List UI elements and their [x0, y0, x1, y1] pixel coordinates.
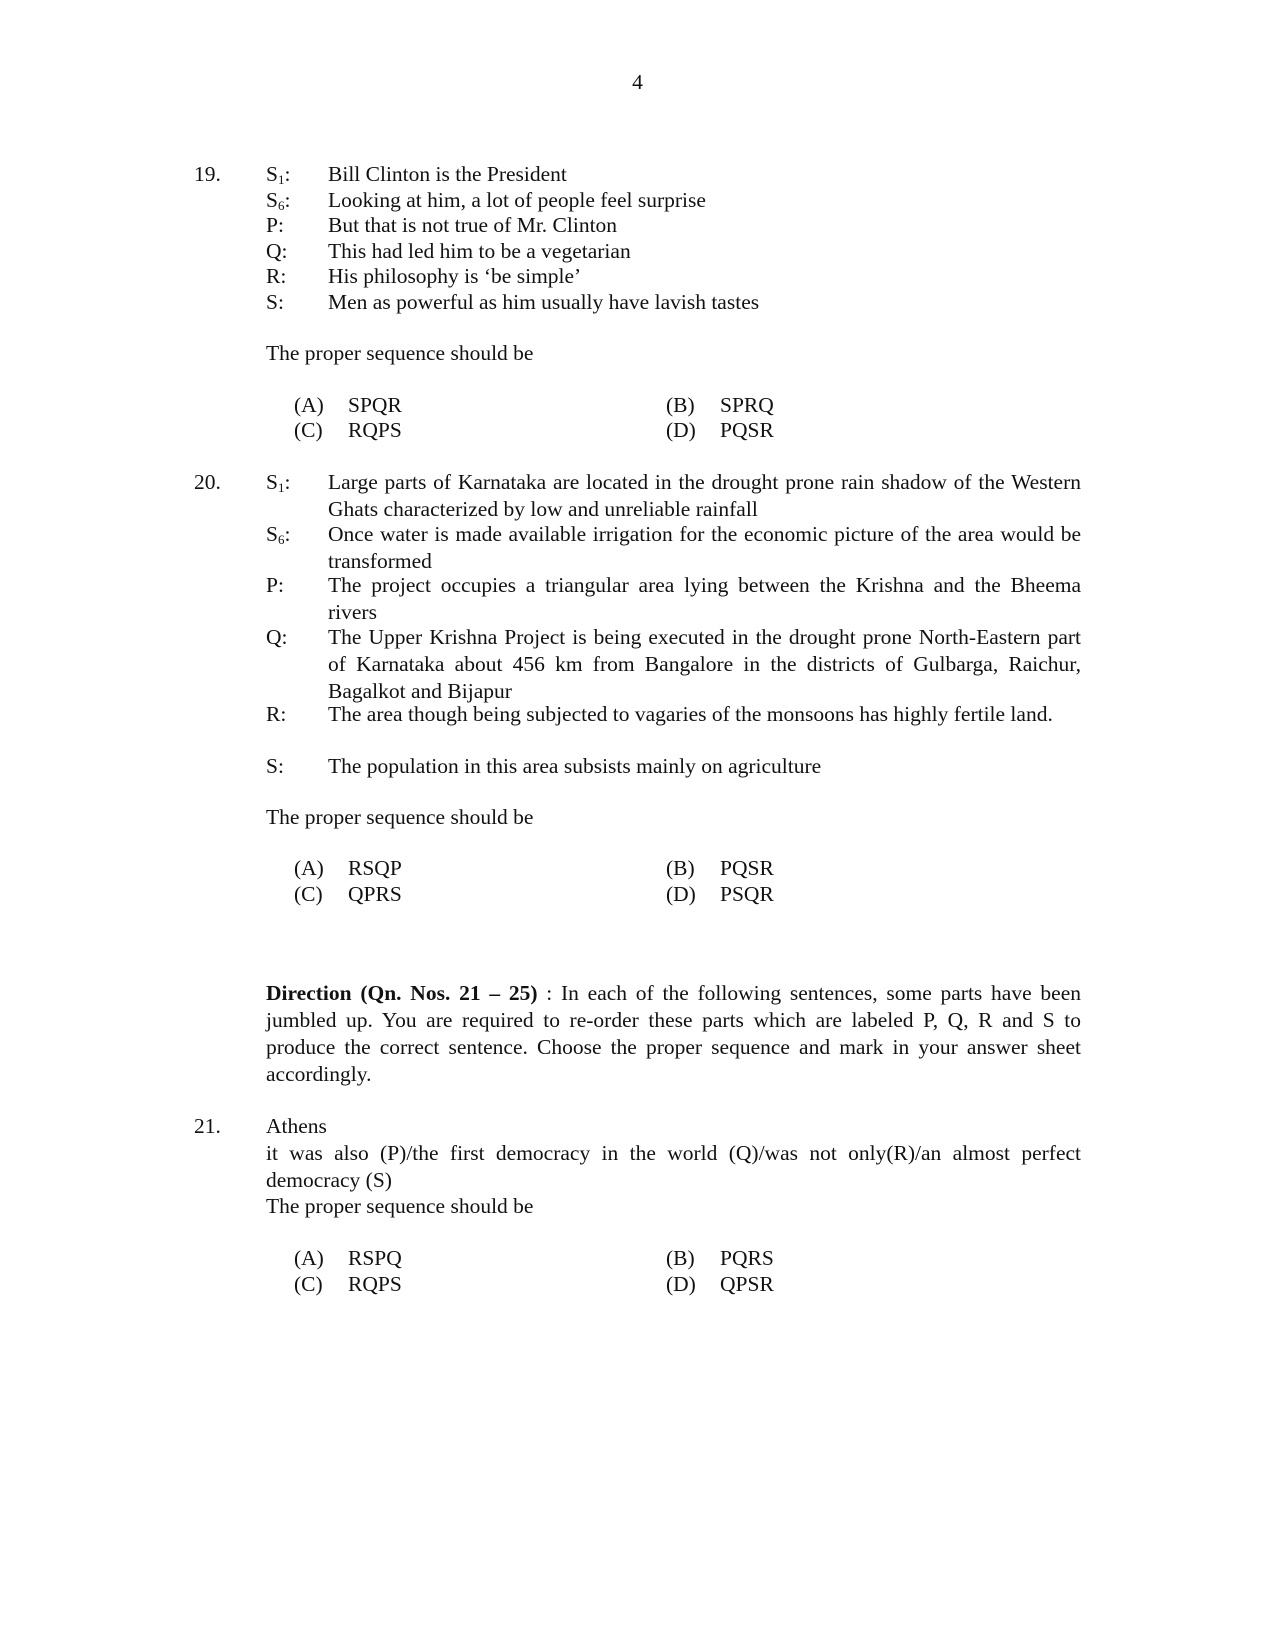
option-value: SPRQ [720, 393, 774, 417]
statement-label: R: [266, 264, 287, 288]
statement-text: But that is not true of Mr. Clinton [328, 213, 618, 237]
option-value: QPRS [348, 882, 402, 906]
statement-text: The project occupies a triangular area lying between the Krishna and the Bheema rivers [328, 573, 1081, 624]
statement-label: P: [266, 213, 284, 237]
statement-text: Large parts of Karnataka are located in the drought prone rain shadow of the Western Ghats characterized by low and unreliable rainfall [328, 470, 1081, 521]
option-label: (B) [666, 393, 695, 417]
sequence-prompt: The proper sequence should be [266, 1194, 534, 1218]
statement-label: $S_6$: [266, 188, 291, 213]
statement-label: S: [266, 290, 284, 314]
statement-text: His philosophy is ‘be simple’ [328, 264, 582, 288]
option-value: PQSR [720, 418, 774, 442]
option-value: RQPS [348, 418, 402, 442]
option-value: QPSR [720, 1272, 774, 1296]
statement-text: The area though being subjected to vagaries of the monsoons has highly fertile land. [328, 702, 1053, 726]
statement-label: $S_1$: [266, 470, 291, 495]
option-label: (D) [666, 418, 696, 442]
option-label: (A) [294, 856, 324, 880]
statement-label: S: [266, 754, 284, 778]
direction-text: : In each of the following sentences, some parts have been jumbled up. You are required to re-order these parts which are labeled P, Q, R and S to produce the correct sentence. Choose the proper sequence and mark in your answer sheet accordingly. [266, 981, 1081, 1086]
page-number: 4 [632, 70, 643, 94]
statement-text: The population in this area subsists mainly on agriculture [328, 754, 822, 778]
option-label: (C) [294, 418, 323, 442]
option-label: (A) [294, 393, 324, 417]
option-label: (C) [294, 1272, 323, 1296]
statement-label: Q: [266, 625, 288, 649]
question-number: 19. [194, 162, 221, 186]
direction-heading: Direction (Qn. Nos. 21 – 25) [266, 981, 538, 1005]
statement-label: $S_6$: [266, 522, 291, 547]
statement-text: This had led him to be a vegetarian [328, 239, 631, 263]
statement-text: Once water is made available irrigation for the economic picture of the area would be transformed [328, 522, 1081, 573]
sequence-prompt: The proper sequence should be [266, 341, 534, 365]
option-label: (A) [294, 1246, 324, 1270]
direction-paragraph [266, 980, 1081, 1088]
statement-text: Bill Clinton is the President [328, 162, 567, 186]
statement-text: The Upper Krishna Project is being executed in the drought prone North-Eastern part of Karnataka about 456 km from Bangalore in the districts of Gulbarga, Raichur, Bagalkot and Bijapur [328, 625, 1081, 703]
option-value: PSQR [720, 882, 774, 906]
question-number: 20. [194, 470, 221, 494]
option-label: (D) [666, 882, 696, 906]
question-number: 21. [194, 1114, 221, 1138]
option-label: (C) [294, 882, 323, 906]
option-value: SPQR [348, 393, 402, 417]
statement-label: Q: [266, 239, 288, 263]
question-subject: Athens [266, 1114, 327, 1138]
option-value: RSPQ [348, 1246, 402, 1270]
option-label: (B) [666, 1246, 695, 1270]
option-value: RSQP [348, 856, 402, 880]
statement-text: Men as powerful as him usually have lavish tastes [328, 290, 760, 314]
option-value: PQSR [720, 856, 774, 880]
option-value: PQRS [720, 1246, 774, 1270]
option-label: (D) [666, 1272, 696, 1296]
sequence-prompt: The proper sequence should be [266, 805, 534, 829]
jumbled-parts: it was also (P)/the first democracy in the world (Q)/was not only(R)/an almost perfect democracy (S) [266, 1141, 1081, 1192]
option-label: (B) [666, 856, 695, 880]
statement-label: R: [266, 702, 287, 726]
statement-text: Looking at him, a lot of people feel surprise [328, 188, 706, 212]
statement-label: P: [266, 573, 284, 597]
option-value: RQPS [348, 1272, 402, 1296]
statement-label: $S_1$: [266, 162, 291, 187]
